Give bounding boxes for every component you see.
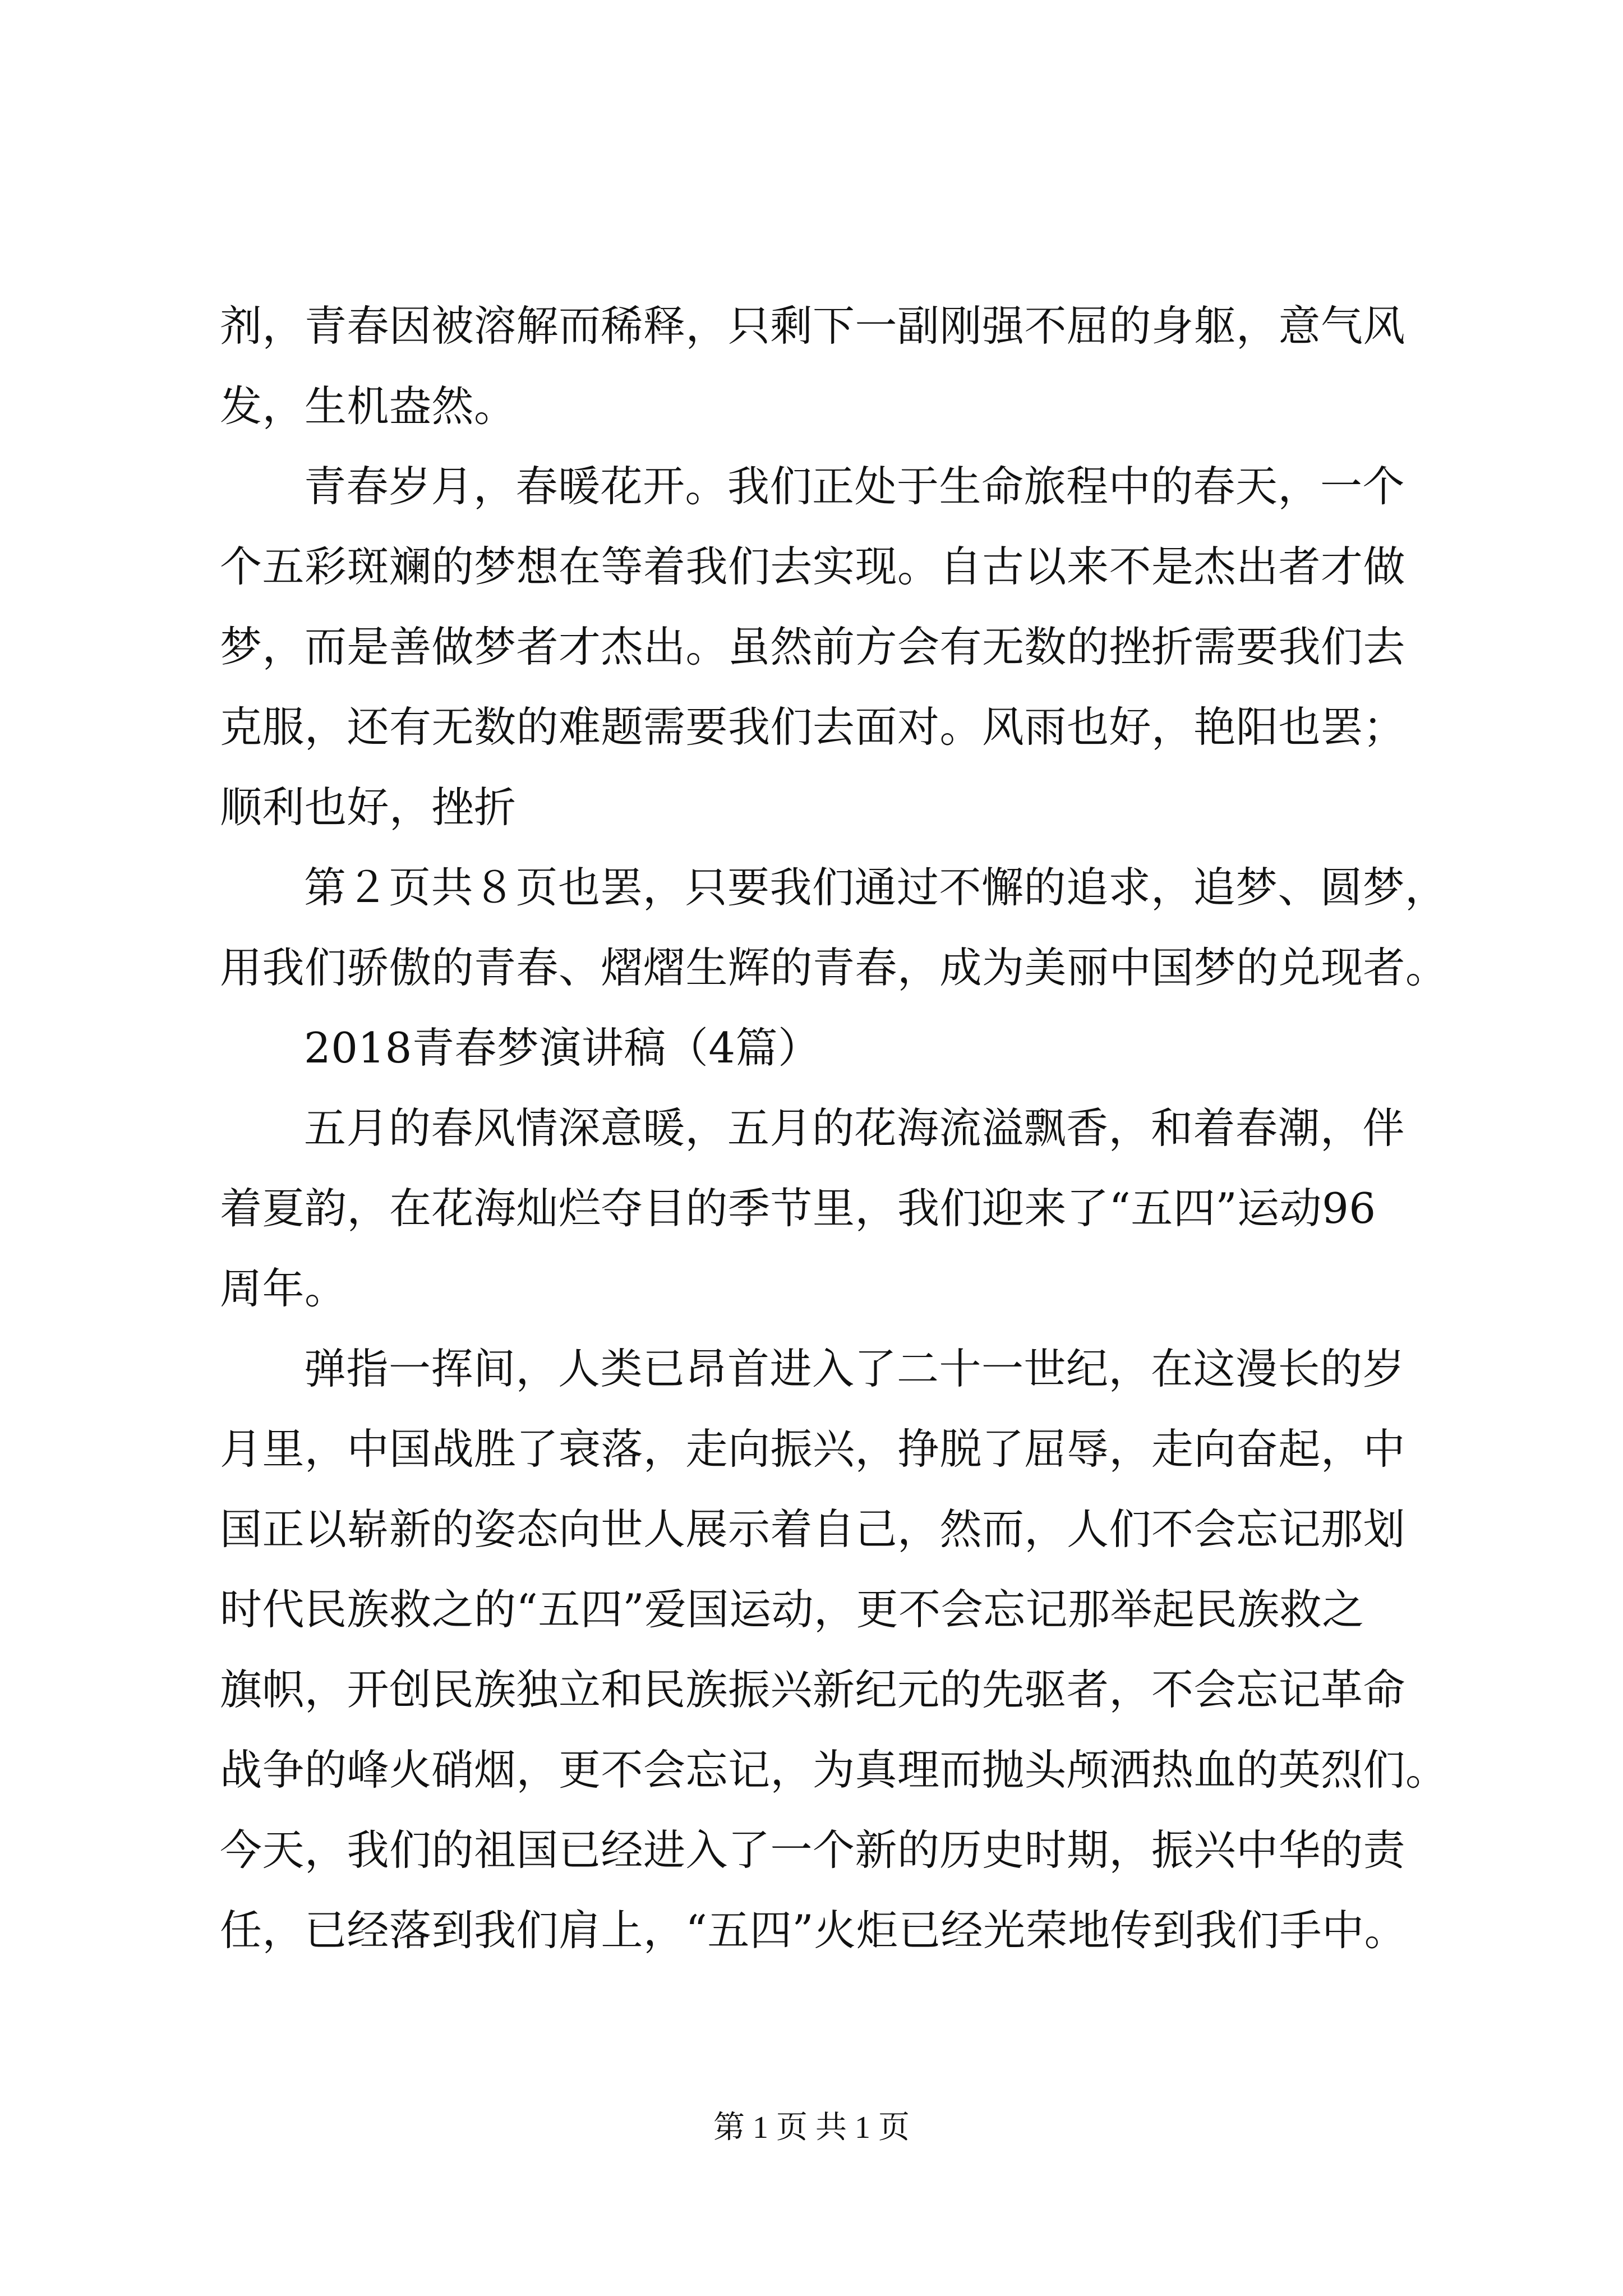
paragraph-start-line: 五月的春风情深意暖，五月的花海流溢飘香，和着春潮，伴 [304,1103,1405,1153]
text-line: 克服，还有无数的难题需要我们去面对。风雨也好，艳阳也罢； [220,702,1406,752]
text-line: 月里，中国战胜了衰落，走向振兴，挣脱了屈辱，走向奋起，中 [220,1424,1406,1474]
text-line: 发，生机盎然。 [220,381,517,431]
page-footer: 第 1 页 共 1 页 [713,2110,910,2145]
text-line: 顺利也好，挫折 [220,783,517,832]
text-line: 用我们骄傲的青春、熠熠生辉的青春，成为美丽中国梦的兑现者。 [220,943,1448,992]
text-line: 着夏韵，在花海灿烂夺目的季节里，我们迎来了“五四”运动96 [220,1184,1376,1233]
text-line: 国正以崭新的姿态向世人展示着自己，然而，人们不会忘记那划 [220,1504,1406,1554]
section-heading: 2018青春梦演讲稿（4篇） [304,1023,820,1073]
text-line: 梦，而是善做梦者才杰出。虽然前方会有无数的挫折需要我们去 [220,622,1406,671]
text-line: 今天，我们的祖国已经进入了一个新的历史时期，振兴中华的责 [220,1825,1406,1875]
paragraph-start-line: 弹指一挥间，人类已昂首进入了二十一世纪，在这漫长的岁 [304,1344,1405,1393]
text-line: 剂，青春因被溶解而稀释，只剩下一副刚强不屈的身躯，意气风 [220,301,1406,351]
paragraph-start-line: 第２页共８页也罢，只要我们通过不懈的追求，追梦、圆梦， [304,863,1447,912]
text-line: 个五彩斑斓的梦想在等着我们去实现。自古以来不是杰出者才做 [220,542,1406,591]
text-line: 旗帜，开创民族独立和民族振兴新纪元的先驱者，不会忘记革命 [220,1665,1406,1714]
text-line: 时代民族救之的“五四”爱国运动，更不会忘记那举起民族救之 [220,1585,1364,1634]
document-body [220,286,1448,1971]
text-line: 周年。 [220,1264,347,1313]
text-line: 任，已经落到我们肩上，“五四”火炬已经光荣地传到我们手中。 [220,1906,1407,1955]
text-line: 战争的峰火硝烟，更不会忘记，为真理而抛头颅洒热血的英烈们。 [220,1745,1448,1795]
paragraph-start-line: 青春岁月，春暖花开。我们正处于生命旅程中的春天，一个 [304,462,1405,511]
